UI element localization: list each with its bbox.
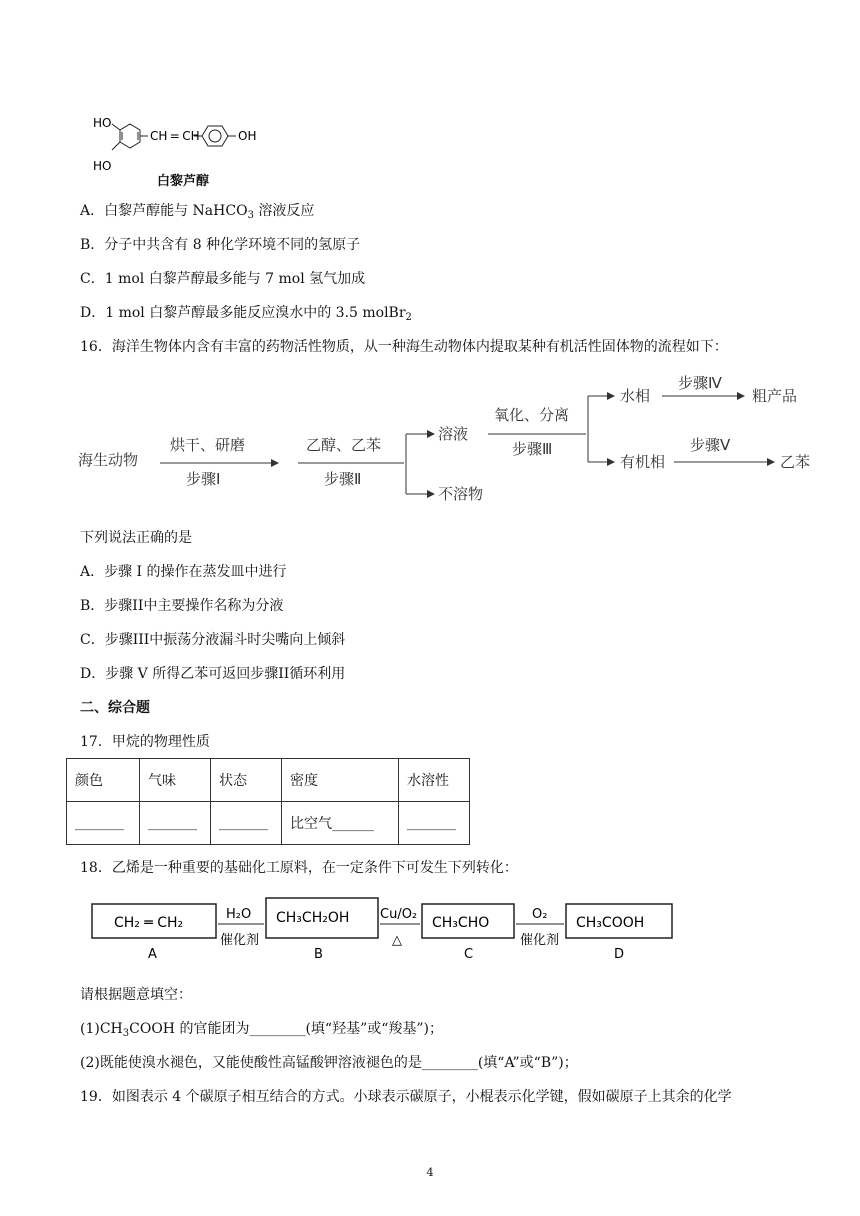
flow-step2-reagent: 乙醇、乙苯	[306, 436, 382, 454]
q17-stem: 17．甲烷的物理性质	[80, 734, 210, 750]
flow-crude-product: 粗产品	[752, 387, 798, 405]
flow-solution: 溶液	[438, 425, 469, 443]
q16-prompt: 下列说法正确的是	[80, 530, 192, 546]
flow-step1-reagent: 烘干、研磨	[170, 436, 246, 454]
flow-organic-phase: 有机相	[620, 453, 666, 471]
flow-water-phase: 水相	[620, 387, 651, 405]
blank-cell: _______	[140, 802, 211, 845]
reagent-o2: O₂	[532, 907, 548, 922]
header-cell: 水溶性	[399, 759, 470, 802]
q16-stem: 16．海洋生物体内含有丰富的药物活性物质，从一种海生动物体内提取某种有机活性固体物的流程如下：	[80, 339, 728, 355]
header-cell: 密度	[282, 759, 399, 802]
q18-prompt: 请根据题意填空：	[80, 987, 192, 1003]
table-header-row	[67, 759, 470, 802]
reagent-cu-o2: Cu/O₂	[380, 907, 418, 922]
methane-properties-table	[66, 758, 470, 845]
reagent-water: H₂O	[226, 907, 252, 922]
blank-cell: _______	[211, 802, 282, 845]
flow-step2-label: 步骤Ⅱ	[324, 470, 362, 488]
molecule-caption: 白黎芦醇	[157, 174, 210, 189]
q15-option-a: A．白黎芦醇能与 NaHCO$_3$ 溶液反应	[80, 203, 315, 221]
section-heading: 二、综合题	[80, 700, 150, 716]
blank-cell: 比空气______	[282, 802, 399, 845]
flow-step3-label: 步骤Ⅲ	[512, 440, 553, 458]
compound-c-formula: CH₃CHO	[432, 915, 490, 931]
q16-option-a: A．步骤 I 的操作在蒸发皿中进行	[80, 564, 287, 580]
q15-option-c: C．1 mol 白黎芦醇最多能与 7 mol 氢气加成	[80, 271, 366, 287]
q18-sub1: $(1)CH_3COOH$ 的官能团为________(填“羟基”或“羧基”)；	[80, 1021, 444, 1039]
compound-a-label: A	[148, 947, 157, 962]
condition-heat: △	[392, 933, 402, 948]
q19-stem: 19．如图表示 4 个碳原子相互结合的方式。小球表示碳原子，小棍表示化学键，假如碳原子上其余的化学	[80, 1089, 732, 1105]
q18-stem: 18．乙烯是一种重要的基础化工原料，在一定条件下可发生下列转化：	[80, 860, 518, 876]
q18-sub2: (2)既能使溴水褪色，又能使酸性高锰酸钾溶液褪色的是________(填“A”或“B”)；	[80, 1055, 578, 1071]
compound-b-label: B	[314, 947, 323, 962]
compound-d-formula: CH₃COOH	[576, 915, 645, 931]
compound-b-formula: CH₃CH₂OH	[276, 910, 350, 926]
ho-bottom-label: HO	[93, 159, 112, 173]
header-cell: 气味	[140, 759, 211, 802]
flow-step1-label: 步骤Ⅰ	[186, 470, 221, 488]
q16-option-d: D．步骤 V 所得乙苯可返回步骤II循环利用	[80, 666, 346, 682]
header-cell: 状态	[211, 759, 282, 802]
blank-cell: _______	[67, 802, 140, 845]
compound-a-formula: CH₂ ═ CH₂	[114, 915, 184, 931]
flow-sea-animal: 海生动物	[78, 451, 139, 469]
condition-catalyst-2: 催化剂	[520, 933, 560, 948]
blank-cell: _______	[399, 802, 470, 845]
compound-c-label: C	[464, 947, 474, 962]
q15-option-b: B．分子中共含有 8 种化学环境不同的氢原子	[80, 237, 361, 253]
extraction-flowchart	[74, 370, 814, 520]
q15-option-d: D．1 mol 白黎芦醇最多能反应溴水中的 3.5 molBr$_2$	[80, 305, 412, 323]
flow-step3-reagent: 氧化、分离	[494, 406, 570, 424]
oh-label: OH	[238, 129, 257, 143]
flow-ethylbenzene: 乙苯	[780, 453, 811, 471]
header-cell: 颜色	[67, 759, 140, 802]
page-number: 4	[426, 1166, 434, 1179]
compound-d-label: D	[614, 947, 625, 962]
q16-option-c: C．步骤III中振荡分液漏斗时尖嘴向上倾斜	[80, 632, 346, 648]
flow-step5-label: 步骤Ⅴ	[690, 436, 731, 454]
q16-option-b: B．步骤II中主要操作名称为分液	[80, 598, 284, 614]
table-row	[67, 802, 470, 845]
ho-top-label: HO	[93, 116, 112, 130]
ethylene-conversion-scheme	[80, 892, 680, 972]
condition-catalyst-1: 催化剂	[220, 933, 260, 948]
vinylene-label: CH = CH	[150, 129, 200, 143]
flow-insoluble: 不溶物	[438, 485, 484, 503]
flow-step4-label: 步骤Ⅳ	[678, 374, 722, 392]
